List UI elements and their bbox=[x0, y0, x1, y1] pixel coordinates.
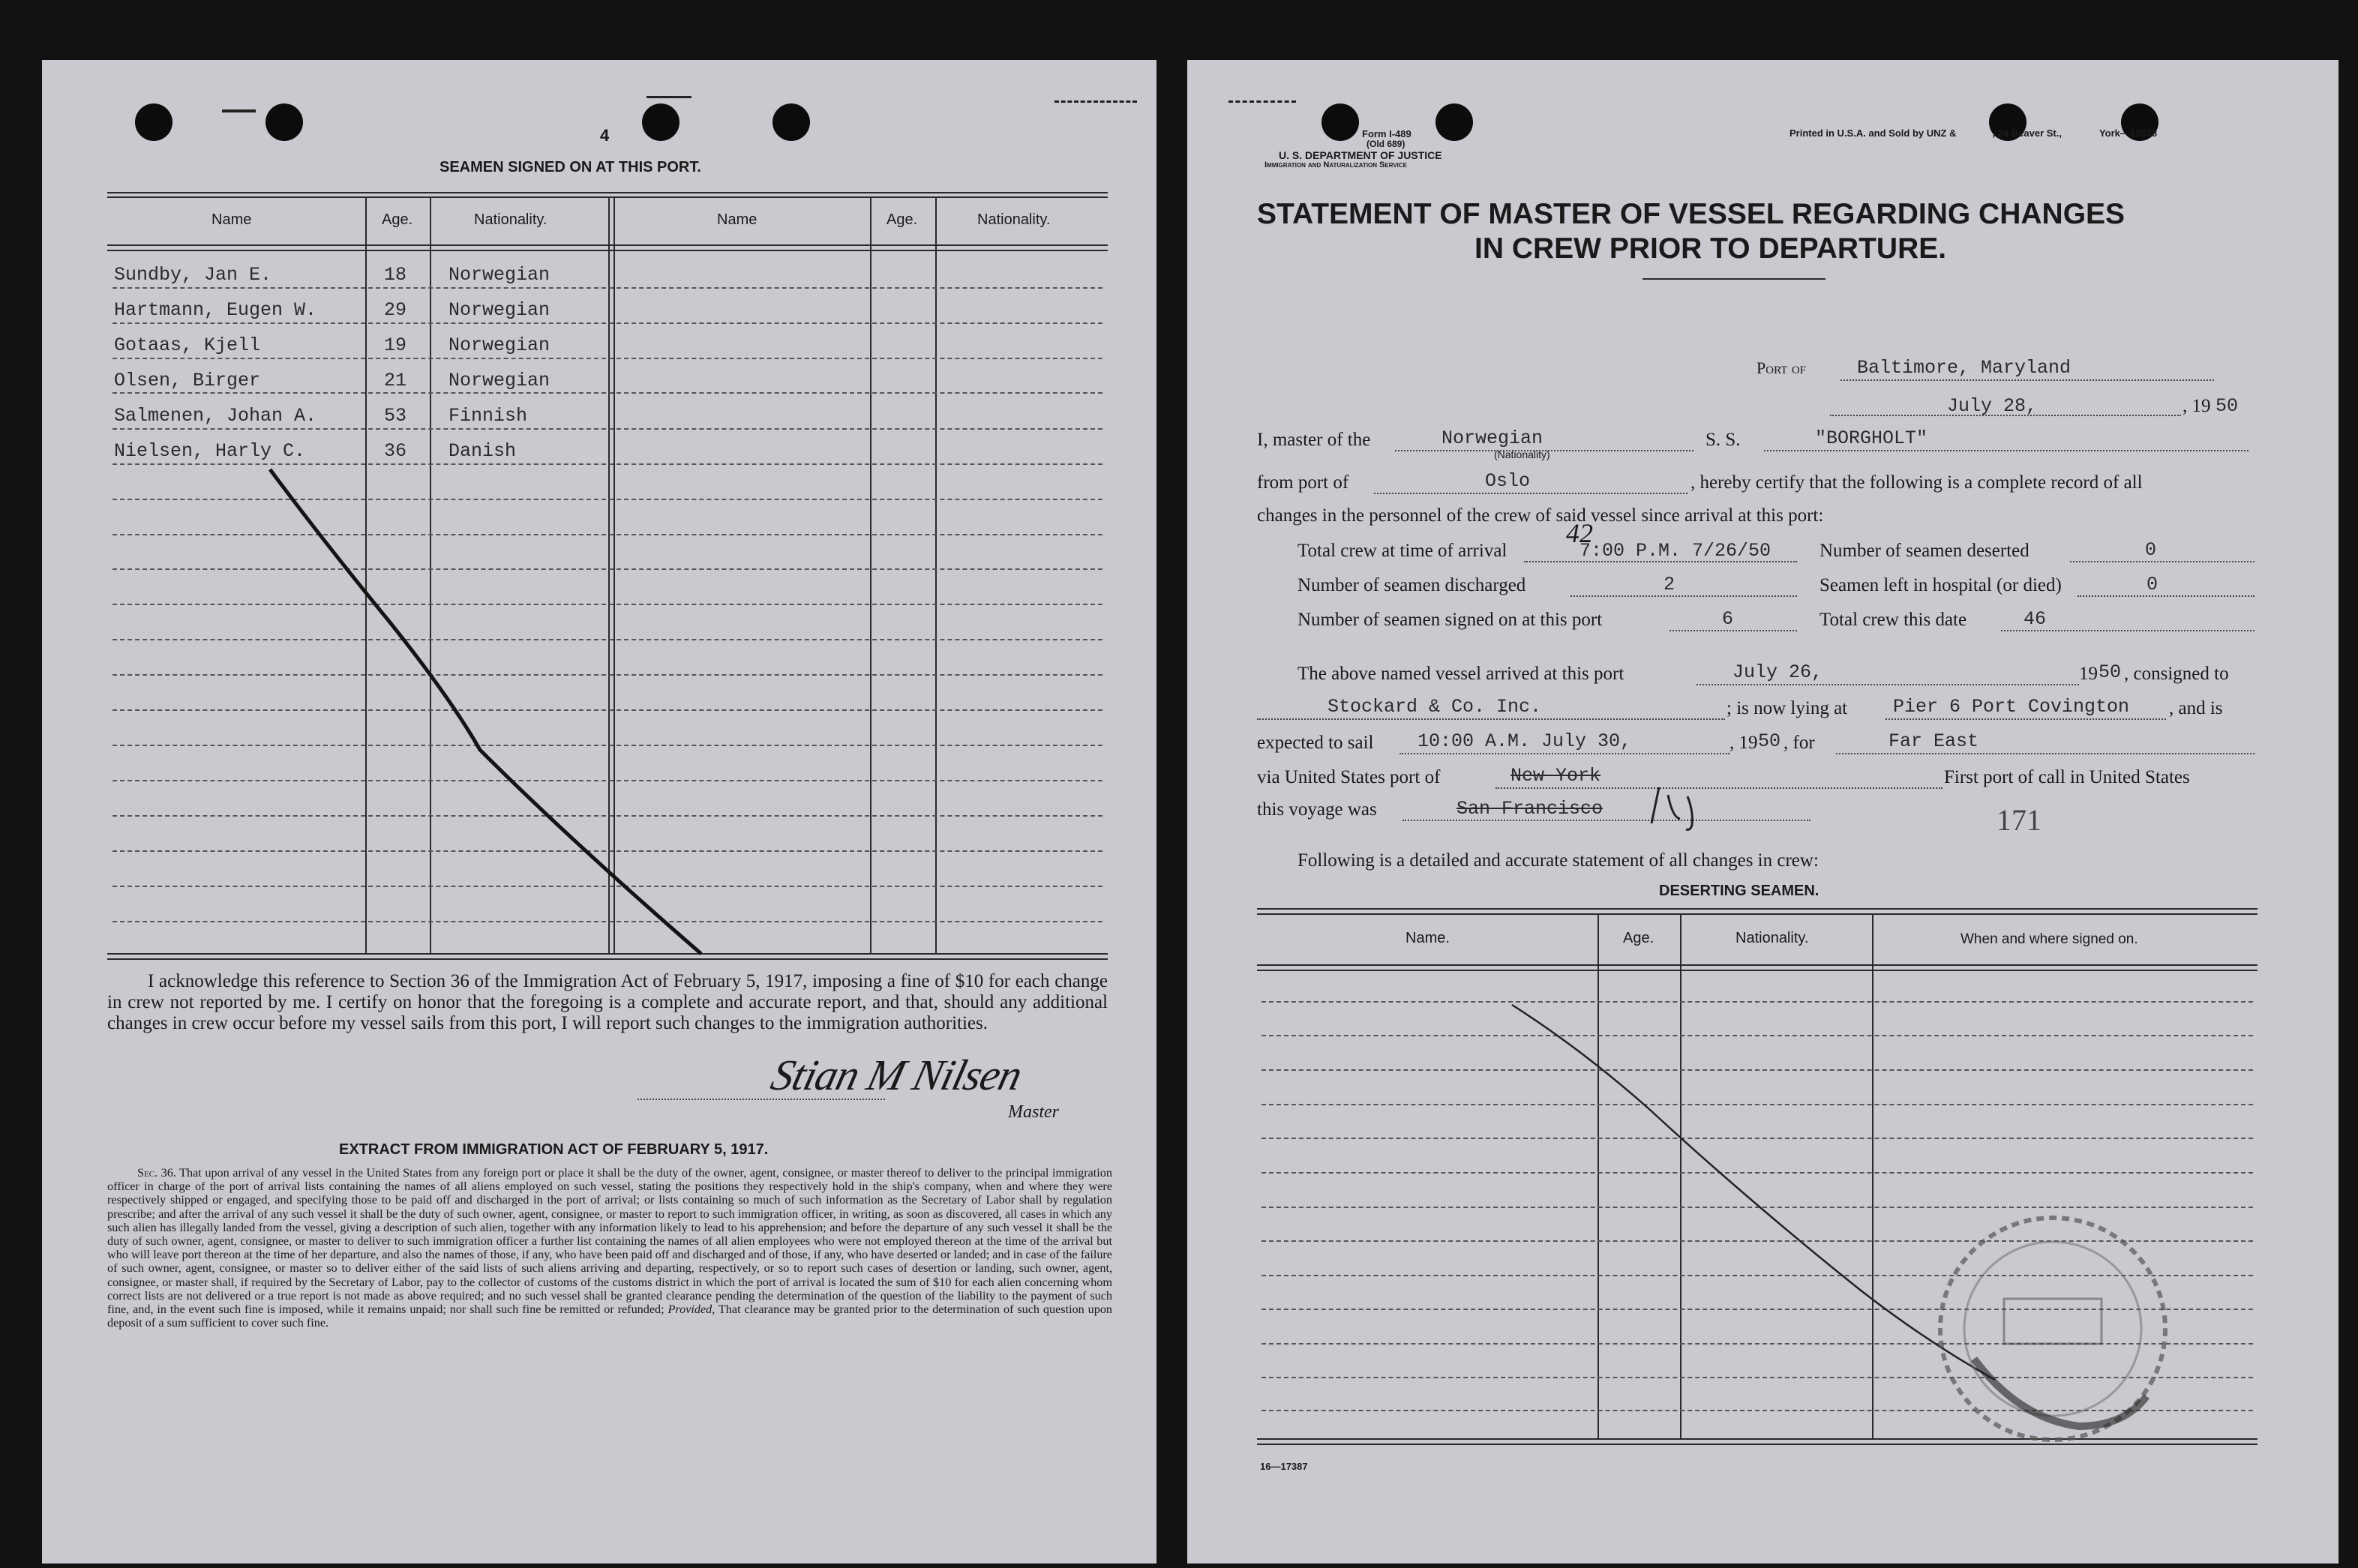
port-value: Baltimore, Maryland bbox=[1857, 357, 2072, 379]
signed-on-value: 6 bbox=[1722, 608, 1734, 630]
destination: Far East bbox=[1888, 730, 1979, 752]
total-crew-date-label: Total crew this date bbox=[1820, 610, 1967, 630]
seaman-nationality: Norwegian bbox=[448, 334, 550, 356]
total-crew-arrival: 42 bbox=[1566, 518, 1593, 548]
arrival-time-note: 7:00 P.M. 7/26/50 bbox=[1580, 540, 1772, 562]
seaman-age: 36 bbox=[384, 440, 407, 462]
hospital-value: 0 bbox=[2146, 574, 2158, 595]
via-label: via United States port of bbox=[1257, 767, 1441, 787]
hospital-label: Seamen left in hospital (or died) bbox=[1820, 575, 2062, 595]
master-label: Master bbox=[1008, 1102, 1059, 1122]
statement-year: 50 bbox=[2216, 395, 2239, 417]
port-label: Port of bbox=[1756, 358, 1807, 377]
form-number: Form I-489 bbox=[1362, 128, 1412, 139]
statement-date: July 28, bbox=[1947, 395, 2038, 417]
seaman-nationality: Danish bbox=[448, 440, 517, 462]
seaman-name: Nielsen, Harly C. bbox=[114, 440, 306, 462]
voyage-label: this voyage was bbox=[1257, 799, 1377, 820]
deserting-column-name: Name. bbox=[1406, 930, 1450, 946]
vessel-name: "BORGHOLT" bbox=[1815, 427, 1928, 449]
seaman-name: Salmenen, Johan A. bbox=[114, 405, 317, 427]
deserting-column-age: Age. bbox=[1623, 930, 1654, 946]
lying-label: ; is now lying at bbox=[1726, 698, 1848, 718]
year-prefix: , 19 bbox=[2182, 396, 2211, 416]
seaman-nationality: Norwegian bbox=[448, 370, 550, 391]
lying-at: Pier 6 Port Covington bbox=[1893, 696, 2130, 718]
total-crew-arrival-label: Total crew at time of arrival bbox=[1298, 541, 1508, 561]
first-port-value: San Francisco bbox=[1456, 798, 1604, 820]
expected-label: expected to sail bbox=[1257, 733, 1374, 753]
seaman-name: Olsen, Birger bbox=[114, 370, 261, 391]
signed-on-title: SEAMEN SIGNED ON AT THIS PORT. bbox=[440, 159, 701, 175]
seaman-nationality: Finnish bbox=[448, 405, 528, 427]
column-header-name: Name bbox=[212, 211, 252, 228]
column-header-age-2: Age. bbox=[886, 211, 918, 228]
column-header-nationality: Nationality. bbox=[474, 211, 548, 228]
total-crew-date-value: 46 bbox=[2024, 608, 2047, 630]
vessel-nationality: Norwegian bbox=[1442, 427, 1544, 449]
service: Immigration and Naturalization Service bbox=[1264, 160, 1408, 169]
seaman-age: 19 bbox=[384, 334, 407, 356]
printer-note: Printed in U.S.A. and Sold by UNZ & , 24 Beaver St., York—10838 bbox=[1790, 127, 2158, 139]
seaman-age: 29 bbox=[384, 299, 407, 321]
column-header-age: Age. bbox=[382, 211, 413, 228]
arrived-date: July 26, bbox=[1732, 661, 1823, 683]
seaman-age: 53 bbox=[384, 405, 407, 427]
extract-title: EXTRACT FROM IMMIGRATION ACT OF FEBRUARY 5, 1917. bbox=[339, 1141, 769, 1158]
first-port-label: First port of call in United States bbox=[1944, 767, 2190, 787]
seaman-name: Gotaas, Kjell bbox=[114, 334, 261, 356]
seaman-age: 18 bbox=[384, 264, 407, 286]
deserting-column-nationality: Nationality. bbox=[1736, 930, 1809, 946]
column-header-nationality-2: Nationality. bbox=[977, 211, 1051, 228]
arrived-label: The above named vessel arrived at this port bbox=[1298, 664, 1624, 684]
via-port: New York bbox=[1510, 765, 1601, 787]
from-port-label: from port of bbox=[1257, 472, 1349, 493]
form-title-line2: IN CREW PRIOR TO DEPARTURE. bbox=[1474, 232, 1947, 265]
arrived-year-prefix: 19 bbox=[2079, 664, 2098, 684]
deserting-column-signed-on: When and where signed on. bbox=[1960, 931, 2138, 947]
handwritten-number: 171 bbox=[1996, 803, 2042, 837]
page-number: 4 bbox=[600, 126, 610, 145]
acknowledgement-text: I acknowledge this reference to Section 36 of the Immigration Act of February 5, 1917, imposing a fine of $10 for each change in crew not reported by me. I certify on honor that the foregoing is a complete and accurate report, and that, should any additional changes in crew occur before my vessel sails from this port, I will report such changes to the immigration authorities. bbox=[107, 971, 1108, 1033]
nationality-note: (Nationality) bbox=[1494, 448, 1550, 460]
following-text: Following is a detailed and accurate statement of all changes in crew: bbox=[1298, 850, 1819, 871]
and-is: , and is bbox=[2169, 698, 2223, 718]
old-form-number: (Old 689) bbox=[1366, 139, 1406, 149]
for-label: , for bbox=[1784, 733, 1815, 753]
expected-year-prefix: , 19 bbox=[1730, 733, 1758, 753]
consignee: Stockard & Co. Inc. bbox=[1328, 696, 1542, 718]
official-stamp-icon bbox=[1929, 1209, 2176, 1449]
section-36-text: Sec. 36. That upon arrival of any vessel in the United States from any foreign port or place it shall be the duty of the owner, agent, consignee, or master thereof to deliver to the principal immigration officer in charge of the port of arrival lists containing the names of all aliens employed on such vessel, stating the positions they respectively hold in the ship's company, when and where they were respectively shipped or engaged, and specifying those to be paid off and discharged in the port of arrival; or lists containing so much of such information as the Secretary of Labor shall by regulation prescribe; and after the arrival of any such vessel it shall be the duty of such owner, agent, consignee, or master to report to such immigration officer, in writing, as soon as discovered, all cases in which any such alien has illegally landed from the vessel, giving a description of such alien, together with any information likely to lead to his apprehension; and before the departure of any such vessel it shall be the duty of such owner, agent, consignee, or master to deliver to such immigration officer a further list containing the names of all alien employees who were not employed thereon at the time of the arrival but who will leave port thereon at the time of her departure, and also the names of those, if any, who have been paid off and discharged and of those, if any, who have deserted or landed; and in case of the failure of such owner, agent, consignee, or master so to deliver either of the said lists of such aliens arriving and departing, respectively, or so to report such cases of desertion or landing, such owner, agent, consignee, or master shall, if required by the Secretary of Labor, pay to the collector of customs of the customs district in which the port of arrival is located the sum of $10 for each alien concerning whom correct lists are not delivered or a true report is not made as above required; and no such vessel shall be granted clearance pending the determination of the question of the liability to the payment of such fine, and, in the event such fine is imposed, while it remains unpaid; nor shall such fine be remitted or refunded; Provided, That clearance may be granted prior to the determination of such question upon deposit of a sum sufficient to cover such fine. bbox=[107, 1166, 1113, 1330]
seaman-nationality: Norwegian bbox=[448, 299, 550, 321]
seaman-nationality: Norwegian bbox=[448, 264, 550, 286]
seaman-age: 21 bbox=[384, 370, 407, 391]
footer-code: 16—17387 bbox=[1260, 1461, 1308, 1472]
deserting-title: DESERTING SEAMEN. bbox=[1659, 883, 1820, 899]
master-of-label: I, master of the bbox=[1257, 430, 1371, 450]
deserted-label: Number of seamen deserted bbox=[1820, 541, 2030, 561]
punch-mark bbox=[1228, 100, 1296, 103]
master-signature: Stian M Nilsen bbox=[766, 1051, 1027, 1099]
consigned-label: , consigned to bbox=[2124, 664, 2229, 684]
arrived-year: 50 bbox=[2098, 661, 2122, 683]
expected-sail: 10:00 A.M. July 30, bbox=[1418, 730, 1632, 752]
signed-on-label: Number of seamen signed on at this port bbox=[1298, 610, 1603, 630]
form-title-line1: STATEMENT OF MASTER OF VESSEL REGARDING CHANGES bbox=[1257, 198, 2126, 230]
discharged-value: 2 bbox=[1664, 574, 1676, 595]
certify-text: , hereby certify that the following is a complete record of all bbox=[1690, 472, 2143, 493]
from-port-value: Oslo bbox=[1485, 470, 1531, 492]
deserted-value: 0 bbox=[2145, 539, 2157, 561]
seaman-name: Sundby, Jan E. bbox=[114, 264, 272, 286]
column-header-name-2: Name bbox=[717, 211, 758, 228]
discharged-label: Number of seamen discharged bbox=[1298, 575, 1526, 595]
ss-label: S. S. bbox=[1706, 430, 1741, 450]
department: U. S. DEPARTMENT OF JUSTICE bbox=[1279, 149, 1442, 161]
changes-text: changes in the personnel of the crew of said vessel since arrival at this port: bbox=[1257, 505, 1824, 526]
seaman-name: Hartmann, Eugen W. bbox=[114, 299, 317, 321]
expected-year: 50 bbox=[1758, 730, 1781, 752]
